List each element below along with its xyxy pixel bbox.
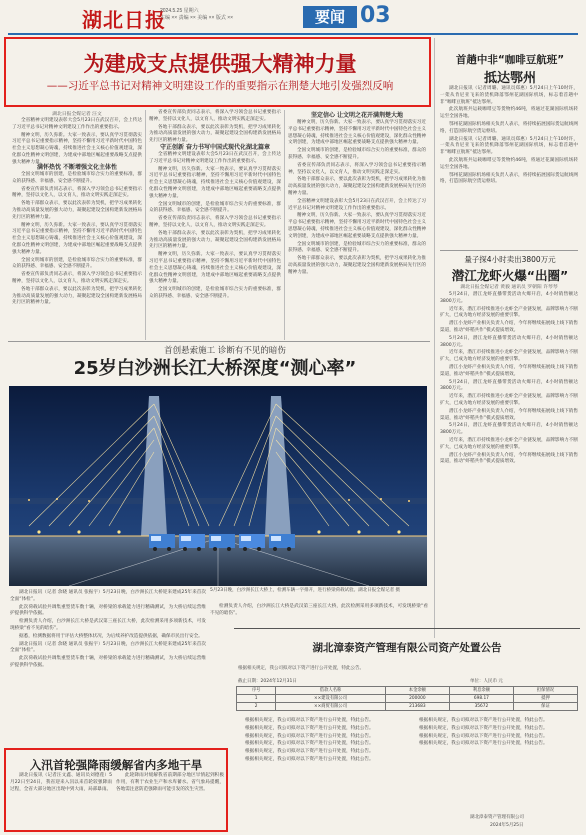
paragraph: 精神文明，历久弥新。大家一致表示，要认真学习贯彻落实习近平总书记重要指示精神，坚持不懈用习近平新时代中国特色社会主义思想凝心铸魂，持续推进社会主义核心价值观建设，深化群众性精神文明创建，为建成中部地区崛起重要战略支点提供强大精神力量。 bbox=[149, 252, 281, 285]
table-cell: 213683 bbox=[385, 703, 449, 711]
bridge-photo bbox=[9, 386, 427, 586]
paragraph: 精神文明，历久弥新。大家一致表示，要认真学习贯彻落实习近平总书记重要指示精神，坚持不懈用习近平新时代中国特色社会主义思想凝心铸魂，持续推进社会主义核心价值观建设，深化群众性精神文明创建，为建成中部地区崛起重要战略支点提供强大精神力量。 bbox=[288, 213, 426, 239]
paragraph: 此次荷载试验共调集重型货车数十辆，对桥梁的承载能力进行精确测试，为大桥后续运营维护提供科学依据。 bbox=[10, 656, 206, 668]
paragraph: 省委宣传部负责同志表示，将深入学习领会总书记重要指示精神，坚持以文化人，以文育人，推动文明实践走深走实。 bbox=[12, 272, 142, 284]
paragraph: 近年来，潜江市持续推进小龙虾全产业链发展，品牌影响力不断扩大，已成为地方经济发展的重要引擎。 bbox=[440, 394, 578, 406]
table-header-row bbox=[237, 687, 578, 695]
coffee-flight-title-line2: 抵达鄂州 bbox=[483, 71, 536, 86]
paragraph: 根据相关规定，我公司拟对以下资产进行公开处置，特此公告。 bbox=[245, 733, 374, 739]
paragraph: 5月24日，潜江龙虾直播带货活动火爆开启，4小时销售额达3800万元。 bbox=[440, 292, 578, 304]
lead-article-subhead-3: 坚定信心 让文明之花开满荆楚大地 bbox=[310, 112, 404, 119]
paragraph: 根据相关规定，我公司拟对以下资产进行公开处置，特此公告。 bbox=[245, 756, 374, 762]
paragraph: 近年来，潜江市持续推进小龙虾全产业链发展，品牌影响力不断扩大，已成为地方经济发展的重要引擎。 bbox=[440, 306, 578, 319]
lead-article-column-3 bbox=[288, 120, 426, 337]
lead-article-subhead-2: 守正创新 奋力书写中国式现代化湖北篇章 bbox=[159, 144, 271, 151]
bridge-kicker: 首创悬索施工 诊断有不见的暗伤 bbox=[164, 346, 286, 356]
section-rule bbox=[8, 341, 430, 342]
paragraph: 湖北日报讯（记者汪文鑫、通讯员刘德莲）5月22日至24日，我省迎来入汛以来首轮较强降雨过程，全省大部分地区出现中到大雨，局部暴雨。 bbox=[10, 773, 112, 792]
lead-article-column-2-cont bbox=[149, 152, 281, 337]
table-header-cell: 利息余额 bbox=[449, 687, 513, 695]
header-divider bbox=[8, 33, 578, 35]
paragraph: 潜江小龙虾产业相关负责人介绍，今年将继续拓展线上线下销售渠道，推动“虾稻共作”模式提质增效。 bbox=[440, 364, 578, 377]
paragraph: 鄂州花湖国际机场相关负责人表示，将持续拓展国际货运航线网络，打造国际航空货运枢纽。 bbox=[440, 121, 578, 134]
paragraph: 精神文明，历久弥新。大家一致表示，要认真学习贯彻落实习近平总书记重要指示精神，坚持不懈用习近平新时代中国特色社会主义思想凝心铸魂，持续推进社会主义核心价值观建设，深化群众性精神文明创建，为建成中部地区崛起重要战略支点提供强大精神力量。 bbox=[288, 120, 426, 146]
paragraph: 近年来，潜江市持续推进小龙虾全产业链发展，品牌影响力不断扩大，已成为地方经济发展的重要引擎。 bbox=[440, 437, 578, 450]
paragraph: 根据相关规定，我公司拟对以下资产进行公开处置，特此公告。 bbox=[245, 725, 374, 731]
crayfish-title: 潜江龙虾火爆“出圈” bbox=[451, 268, 569, 283]
asset-notice-body-right bbox=[410, 718, 578, 810]
table-cell: 35672 bbox=[449, 703, 513, 711]
coffee-flight-title-line1: 首趟中非“咖啡豆航班” bbox=[455, 54, 565, 66]
asset-notice-signoff: 湖北漳泰资产管理有限公司 bbox=[470, 815, 524, 820]
asset-notice-body-left bbox=[236, 718, 404, 826]
paragraph: 根据相关规定，我公司拟对以下资产进行公开处置，特此公告。 bbox=[419, 741, 548, 747]
paragraph: 全省精神文明建设表彰大会5月23日在武汉召开，会上传达了习近平总书记对精神文明建设工作作出的重要指示。 bbox=[12, 118, 142, 130]
paragraph: 全国文明城市的创建，是检验城市综合实力的重要标准，群众的获得感、幸福感、安全感不断提升。 bbox=[288, 241, 426, 254]
paragraph: 全国文明城市的创建，是检验城市综合实力的重要标准，群众的获得感、幸福感、安全感不断提升。 bbox=[149, 287, 281, 299]
paragraph: 根据相关规定，我公司拟对以下资产进行公开处置，特此公告。 bbox=[419, 718, 548, 723]
masthead-date: 2024.5.25 星期六 bbox=[160, 8, 199, 14]
crayfish-byline: 湖北日报全媒记者 黄毅 通讯员 罗朝阳 许琴琴 bbox=[460, 285, 558, 290]
paragraph: 根据相关规定，我公司拟对以下资产进行公开处置，特此公告。 bbox=[245, 741, 374, 747]
paragraph: 潜江小龙虾产业相关负责人介绍，今年将继续拓展线上线下销售渠道，推动“虾稻共作”模式提质增效。 bbox=[440, 408, 578, 421]
paragraph: 根据相关规定，我公司拟对以下资产进行公开处置，特此公告。 bbox=[419, 725, 548, 731]
table-header-cell: 序号 bbox=[237, 687, 276, 695]
table-cell: 抵押 bbox=[513, 695, 577, 703]
column-divider bbox=[145, 110, 146, 340]
paragraph: 各地干部群众表示，要以此次表彰为契机，把学习成果转化为推动高质量发展的强大动力，凝聚起建设全国构建新发展格局先行区的精神力量。 bbox=[288, 177, 426, 196]
paragraph: 潜江小龙虾产业相关负责人介绍，今年将继续拓展线上线下销售渠道，推动“虾稻共作”模式提质增效。 bbox=[440, 321, 578, 333]
lead-article-column-1-cont bbox=[12, 172, 142, 337]
section-rule bbox=[234, 628, 580, 629]
paragraph: 近年来，潜江市持续推进小龙虾全产业链发展，品牌影响力不断扩大，已成为地方经济发展的重要引擎。 bbox=[440, 350, 578, 363]
paragraph: 此轮降雨对缓解我省前期部分地区旱情起到积极作用，有利于农业生产和水库蓄水。省气象局提醒，各地需注意防范强降雨可能引发的次生灾害。 bbox=[116, 773, 224, 792]
paragraph: 此次航班共运载咖啡豆等货物约46吨，将通过花湖国际机场转运至全国各地。 bbox=[440, 107, 578, 120]
paragraph: 检测负责人介绍，白沙洲长江大桥是武汉第三座长江大桥，此次检测采用多项新技术，可发现桥梁“看不见的暗伤”。 bbox=[10, 619, 206, 631]
paragraph: 全国文明城市的创建，是检验城市综合实力的重要标准，群众的获得感、幸福感、安全感不断提升。 bbox=[12, 257, 142, 270]
paragraph: 省委宣传部负责同志表示，将深入学习领会总书记重要指示精神，坚持以文化人，以文育人，推动文明实践走深走实。 bbox=[288, 162, 426, 175]
drought-article-title: 入汛首轮强降雨缓解省内多地干旱 bbox=[29, 758, 203, 772]
bridge-body-column-1 bbox=[10, 590, 206, 740]
table-cell: 1 bbox=[237, 695, 276, 703]
right-column-divider bbox=[434, 38, 435, 638]
coffee-flight-body bbox=[440, 86, 578, 246]
asset-notice-unit-label: 单位：人民币 元 bbox=[470, 679, 503, 684]
table-cell: 2 bbox=[237, 703, 276, 711]
drought-body-column-1 bbox=[10, 773, 112, 829]
masthead-editors: 主编 ×× 责编 ×× 美编 ×× 版式 ×× bbox=[160, 15, 234, 21]
table-cell: 保证 bbox=[513, 703, 577, 711]
page-number: 03 bbox=[360, 3, 391, 28]
paragraph: 精神文明，历久弥新。大家一致表示，要认真学习贯彻落实习近平总书记重要指示精神，坚持不懈用习近平新时代中国特色社会主义思想凝心铸魂，持续推进社会主义核心价值观建设，深化群众性精神文明创建，为建成中部地区崛起重要战略支点提供强大精神力量。 bbox=[12, 132, 142, 165]
paragraph: 检测负责人介绍，白沙洲长江大桥是武汉第三座长江大桥，此次检测采用多项新技术，可发现桥梁“看不见的暗伤”。 bbox=[210, 604, 428, 616]
paragraph: 湖北日报讯（记者周璐、通讯员郑惠）5月24日上午10时许，一架从肯尼亚飞来的货机降落鄂州花湖国际机场，标志着首趟中非“咖啡豆航班”抵达鄂州。 bbox=[440, 136, 578, 156]
column-divider bbox=[284, 110, 285, 340]
masthead bbox=[0, 0, 586, 34]
bridge-body-column-2 bbox=[210, 604, 428, 626]
paragraph: 5月24日，潜江龙虾直播带货活动火爆开启，4小时销售额达3800万元。 bbox=[440, 379, 578, 392]
lead-article-column-2 bbox=[149, 110, 281, 144]
paragraph: 全国文明城市的创建，是检验城市综合实力的重要标准，群众的获得感、幸福感、安全感不断提升。 bbox=[149, 201, 281, 214]
section-tag: 要闻 bbox=[303, 6, 357, 28]
paragraph: 潜江小龙虾产业相关负责人介绍，今年将继续拓展线上线下销售渠道，推动“虾稻共作”模式提质增效。 bbox=[440, 452, 578, 465]
asset-notice-table bbox=[236, 686, 578, 711]
bridge-night-image bbox=[9, 386, 427, 586]
section-rule bbox=[440, 250, 578, 251]
table-header-cell: 借款人名称 bbox=[276, 687, 386, 695]
paragraph: 全省精神文明建设表彰大会5月23日在武汉召开，会上传达了习近平总书记对精神文明建设工作作出的重要指示。 bbox=[288, 198, 426, 211]
paragraph: 此次荷载试验共调集重型货车数十辆，对桥梁的承载能力进行精确测试，为大桥后续运营维护提供科学依据。 bbox=[10, 604, 206, 617]
bridge-photo-caption: 5月23日晚，白沙洲长江大桥上，检测车辆一字排开，进行桥梁荷载试验。湖北日报全媒记者 摄 bbox=[210, 588, 401, 593]
drought-body-column-2 bbox=[116, 773, 224, 829]
table-header-cell: 本金余额 bbox=[385, 687, 449, 695]
newspaper-logo: 湖北日报 bbox=[82, 8, 166, 32]
crayfish-kicker: 量子探4小时卖出3800万元 bbox=[464, 255, 556, 264]
paragraph: 据悉，检测数据将用于评估大桥整体状况，为后续养护改造提供依据，确保市民出行安全。 bbox=[19, 633, 203, 639]
masthead-meta bbox=[160, 8, 233, 22]
table-cell: 698.17 bbox=[449, 695, 513, 703]
paragraph: 各地干部群众表示，要以此次表彰为契机，把学习成果转化为推动高质量发展的强大动力，凝聚起建设全国构建新发展格局先行区的精神力量。 bbox=[12, 286, 142, 306]
paragraph: 全国文明城市的创建，是检验城市综合实力的重要标准，群众的获得感、幸福感、安全感不断提升。 bbox=[12, 172, 142, 184]
paragraph: 各地干部群众表示，要以此次表彰为契机，把学习成果转化为推动高质量发展的强大动力，凝聚起建设全国构建新发展格局先行区的精神力量。 bbox=[12, 201, 142, 220]
crayfish-body bbox=[440, 292, 578, 624]
paragraph: 湖北日报讯（记者周璐、通讯员郑惠）5月24日上午10时许，一架从肯尼亚飞来的货机降落鄂州花湖国际机场，标志着首趟中非“咖啡豆航班”抵达鄂州。 bbox=[440, 86, 578, 105]
paragraph: 全国文明城市的创建，是检验城市综合实力的重要标准，群众的获得感、幸福感、安全感不断提升。 bbox=[288, 148, 426, 160]
table-row bbox=[237, 695, 578, 703]
table-cell: ××商贸有限公司 bbox=[276, 703, 386, 711]
asset-notice-date-label: 截止日期：2024年12月31日 bbox=[238, 679, 297, 684]
paragraph: 根据相关规定，我公司拟对以下资产进行公开处置，特此公告。 bbox=[245, 718, 374, 723]
table-cell: ××建设有限公司 bbox=[276, 695, 386, 703]
paragraph: 各地干部群众表示，要以此次表彰为契机，把学习成果转化为推动高质量发展的强大动力，凝聚起建设全国构建新发展格局先行区的精神力量。 bbox=[149, 124, 281, 144]
lead-article-byline: 湖北日报全媒记者 汪文 bbox=[52, 112, 102, 117]
bridge-title: 25岁白沙洲长江大桥深度“测心率” bbox=[73, 358, 357, 379]
paragraph: 全省精神文明建设表彰大会5月23日在武汉召开，会上传达了习近平总书记对精神文明建设工作作出的重要指示。 bbox=[149, 152, 281, 164]
paragraph: 湖北日报讯（记者 余晓 通讯员 张振宇）5月23日晚，白沙洲长江大桥迎来建成25年来首次全面“体检”。 bbox=[10, 590, 206, 602]
lead-article-column-1 bbox=[12, 118, 142, 165]
lead-article-title: 为建成支点提供强大精神力量 bbox=[83, 52, 357, 76]
table-row bbox=[237, 703, 578, 711]
paragraph: 此次航班共运载咖啡豆等货物约46吨，将通过花湖国际机场转运至全国各地。 bbox=[440, 157, 578, 170]
paragraph: 各地干部群众表示，要以此次表彰为契机，把学习成果转化为推动高质量发展的强大动力，凝聚起建设全国构建新发展格局先行区的精神力量。 bbox=[288, 256, 426, 275]
paragraph: 鄂州花湖国际机场相关负责人表示，将持续拓展国际货运航线网络，打造国际航空货运枢纽。 bbox=[440, 172, 578, 185]
paragraph: 精神文明，历久弥新。大家一致表示，要认真学习贯彻落实习近平总书记重要指示精神，坚持不懈用习近平新时代中国特色社会主义思想凝心铸魂，持续推进社会主义核心价值观建设，深化群众性精神文明创建，为建成中部地区崛起重要战略支点提供强大精神力量。 bbox=[149, 166, 281, 199]
asset-notice-title: 湖北漳泰资产管理有限公司资产处置公告 bbox=[312, 642, 502, 654]
table-cell: 200000 bbox=[385, 695, 449, 703]
table-header-cell: 担保情况 bbox=[513, 687, 577, 695]
paragraph: 5月24日，潜江龙虾直播带货活动火爆开启，4小时销售额达3800万元。 bbox=[440, 335, 578, 348]
paragraph: 各地干部群众表示，要以此次表彰为契机，把学习成果转化为推动高质量发展的强大动力，凝聚起建设全国构建新发展格局先行区的精神力量。 bbox=[149, 230, 281, 250]
paragraph: 湖北日报讯（记者 余晓 通讯员 张振宇）5月23日晚，白沙洲长江大桥迎来建成25年来首次全面“体检”。 bbox=[10, 641, 206, 654]
paragraph: 精神文明，历久弥新。大家一致表示，要认真学习贯彻落实习近平总书记重要指示精神，坚持不懈用习近平新时代中国特色社会主义思想凝心铸魂，持续推进社会主义核心价值观建设，深化群众性精神文明创建，为建成中部地区崛起重要战略支点提供强大精神力量。 bbox=[12, 222, 142, 255]
paragraph: 省委宣传部负责同志表示，将深入学习领会总书记重要指示精神，坚持以文化人，以文育人，推动文明实践走深走实。 bbox=[149, 110, 281, 122]
paragraph: 省委宣传部负责同志表示，将深入学习领会总书记重要指示精神，坚持以文化人，以文育人，推动文明实践走深走实。 bbox=[12, 186, 142, 199]
lead-article-subhead-1: 满怀热忱 不断增强文化主体性 bbox=[36, 164, 118, 171]
lead-article-subtitle: ——习近平总书记对精神文明建设工作的重要指示在荆楚大地引发强烈反响 bbox=[46, 80, 394, 92]
asset-notice-intro: 根据相关规定，我公司拟对以下资产进行公开处置，特此公告。 bbox=[238, 666, 364, 671]
paragraph: 5月24日，潜江龙虾直播带货活动火爆开启，4小时销售额达3800万元。 bbox=[440, 423, 578, 436]
paragraph: 省委宣传部负责同志表示，将深入学习领会总书记重要指示精神，坚持以文化人，以文育人，推动文明实践走深走实。 bbox=[149, 216, 281, 228]
paragraph: 根据相关规定，我公司拟对以下资产进行公开处置，特此公告。 bbox=[245, 749, 374, 755]
paragraph: 根据相关规定，我公司拟对以下资产进行公开处置，特此公告。 bbox=[419, 733, 548, 739]
asset-notice-signoff-date: 2024年5月25日 bbox=[490, 823, 524, 828]
